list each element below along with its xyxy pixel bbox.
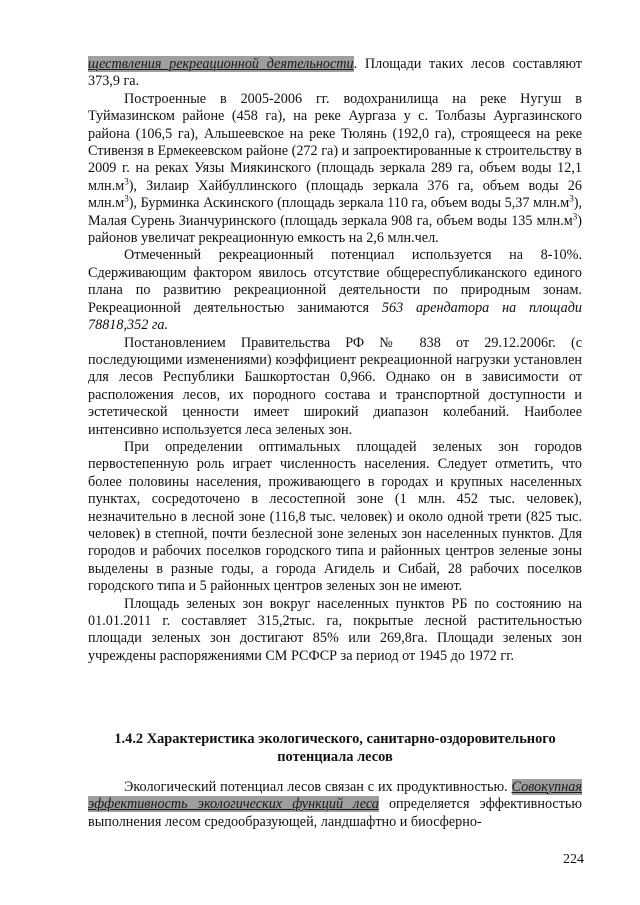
bottom-text-block [88,779,582,831]
page-number: 224 [563,852,584,867]
italic-text: 563 арендатора на площади 78818,352 га. [88,299,582,334]
paragraph-regulation: Постановлением Правительства РФ № 838 от 29.12.2006г. (с последующими изменениями) коэффициент рекреационной нагрузки установлен для лесов Республики Башкортостан 0,966. Однако он в зависимости от расположения лесов, их породного состава и транспортной доступности и эстетической ценности имеет широкий диапазон колебаний. Наиболее интенсивно используется леса зеленых зон. [88,334,582,438]
paragraph-recreation-potential: Отмеченный рекреационный потенциал используется на 8-10%. Сдерживающим фактором явилось отсутствие общереспубликанского единого плана по развитию рекреационной деятельности по природным зонам. Рекреационной деятельностью занимаются 563 арендатора на площади 78818,352 га. [88,247,582,334]
paragraph-green-zones: При определении оптимальных площадей зеленых зон городов первостепенную роль играет численность населения. Следует отметить, что более половины населения, проживающего в городах и крупных населенных пунктах, сосредоточено в лесостепной зоне (1 млн. 452 тыс. человек), незначительно в лесной зоне (116,8 тыс. человек) и около одной трети (825 тыс. человек) в степной, почти безлесной зоне зеленых зон населенных пунктов. Для городов и рабочих поселков городского типа и районных центров зеленые зоны выделены в разные годы, а города Агидель и Сибай, 28 рабочих поселков городского типа и 5 районных центров зеленых зон не имеют. [88,438,582,595]
paragraph-text: . Площади таких лесов составляют 373,9 га. [88,56,583,90]
section-heading [88,731,582,766]
paragraph-continuation [88,56,582,91]
paragraph-ecological-potential: Экологический потенциал лесов связан с их продуктивностью. Совокупная эффективность экологических функций леса определяется эффективностью выполнения лесом средообразующей, ландшафтно и биосферно- [88,779,582,830]
paragraph-reservoirs: Построенные в 2005-2006 гг. водохранилища на реке Нугуш в Туймазинском районе (458 га), на реке Аургаза у с. Толбазы Аургазинского района (106,5 га), Альшеевское на реке Тюлянь (192,0 га), строящееся на реке Стивензя в Ермекеевском районе (272 га) и запроектированные к строительству в 2009 г. на реках Уязы Миякинского (площадь зеркала 289 га, объем воды 12,1 $млн.м^3$), Зилаир Хайбуллинского (площадь зеркала 376 га, объем воды 26 $млн.м^3$), Бурминка Аскинского (площадь зеркала 110 га, объем воды 5,37 $млн.м^3$), Малая Сурень Зианчуринского (площадь зеркала 908 га, объем воды 135 $млн.м^3$) районов увеличат рекреационную емкость на 2,6 млн.чел. [88,90,582,247]
section-heading-line: 1.4.2 Характеристика экологического, санитарно-оздоровительного [114,731,556,747]
section-heading-line: потенциала лесов [277,748,393,765]
paragraph-green-zone-area: Площадь зеленых зон вокруг населенных пунктов РБ по состоянию на 01.01.2011 г. составляет 315,2тыс. га, покрытые лесной растительностью площади зеленых зон достигают 85% или 269,8га. Площади зеленых зон учреждены распоряжениями СМ РСФСР за период от 1945 до 1972 гг. [88,595,582,664]
highlighted-text: Совокупная эффективность экологических функций леса [88,779,582,813]
top-text-block [88,56,582,665]
highlighted-text: ществления рекреационной деятельности [88,56,354,72]
